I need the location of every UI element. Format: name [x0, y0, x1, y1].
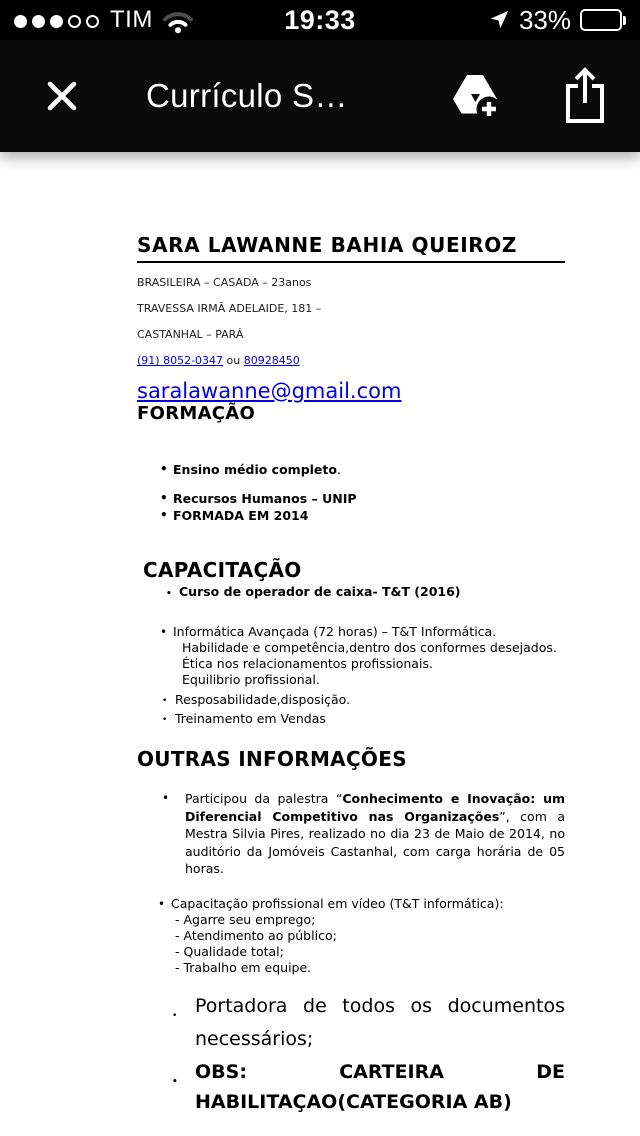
list-item: • Recursos Humanos – UNIP	[160, 491, 357, 506]
dash-line: - Qualidade total;	[175, 943, 284, 959]
list-item: • Resposabilidade,disposição.	[162, 692, 351, 707]
video-block	[158, 896, 565, 976]
contact-line: BRASILEIRA – CASADA – 23anos	[137, 276, 312, 289]
phone-line	[137, 348, 565, 374]
close-button[interactable]	[44, 78, 80, 114]
share-button[interactable]	[562, 67, 608, 125]
share-icon	[562, 67, 608, 125]
phone-separator: ou	[223, 354, 244, 367]
section-heading-outras: OUTRAS INFORMAÇÕES	[137, 747, 407, 771]
formacao-list	[160, 461, 565, 524]
section-heading-capacitacao: CAPACITAÇÃO	[143, 558, 302, 582]
battery-icon	[580, 9, 626, 31]
carrier-label: TIM	[110, 6, 153, 33]
section-heading-formacao: FORMAÇÃO	[137, 403, 256, 424]
resume-name-heading: SARA LAWANNE BAHIA QUEIROZ	[137, 233, 565, 263]
extra-items	[137, 691, 565, 729]
list-item: • Curso de operador de caixa- T&T (2016)	[166, 584, 461, 599]
list-item: • Treinamento em Vendas	[162, 711, 326, 726]
document-title: Currículo S…	[146, 77, 348, 114]
add-to-drive-button[interactable]	[448, 69, 502, 123]
sub-line: Habilidade e competência,dentro dos conformes desejados.	[182, 640, 557, 655]
close-icon	[44, 78, 80, 114]
informatica-block	[160, 624, 565, 688]
list-item: • Ensino médio completo.	[160, 462, 341, 477]
palestra-paragraph: • Participou da palestra “Conhecimento e Inovação: um Diferencial Competitivo nas Organizações”, com a Mestra Silvia Pires, realizado no dia 23 de Maio de 2014, no auditório da Jomóveis Castanhal, com carga horária de 05 horas.	[162, 791, 565, 876]
document-viewport[interactable]	[0, 152, 640, 1136]
status-bar	[0, 0, 640, 40]
sub-line: Ética nos relacionamentos profissionais.	[182, 656, 433, 671]
nav-bar	[0, 40, 640, 152]
list-item: • Capacitação profissional em vídeo (T&T informática):	[158, 895, 504, 911]
sub-line: Equilibrio profissional.	[182, 672, 320, 687]
contact-line: CASTANHAL – PARÁ	[137, 328, 244, 341]
obs-item: • OBS: CARTEIRA DE HABILITAÇAO(CATEGORIA AB)	[172, 1060, 565, 1113]
email-link[interactable]: saralawanne@gmail.com	[137, 379, 402, 403]
phone-link-1[interactable]: (91) 8052-0347	[137, 354, 224, 367]
list-item: • Informática Avançada (72 horas) – T&T Informática.	[160, 624, 497, 639]
phone-link-2[interactable]: 80928450	[243, 354, 300, 367]
dash-line: - Atendimento ao público;	[175, 927, 337, 943]
contact-line: TRAVESSA IRMÃ ADELAIDE, 181 –	[137, 302, 322, 315]
dash-line: - Trabalho em equipe.	[175, 959, 312, 975]
dash-line: - Agarre seu emprego;	[175, 911, 316, 927]
list-item: • FORMADA EM 2014	[160, 508, 309, 523]
status-time: 19:33	[284, 4, 356, 35]
portadora-item: • Portadora de todos os documentos necessários;	[172, 994, 565, 1050]
location-arrow-icon	[488, 9, 510, 31]
battery-percent: 33%	[518, 4, 571, 35]
email-line	[137, 379, 565, 403]
google-drive-add-icon	[448, 69, 502, 123]
